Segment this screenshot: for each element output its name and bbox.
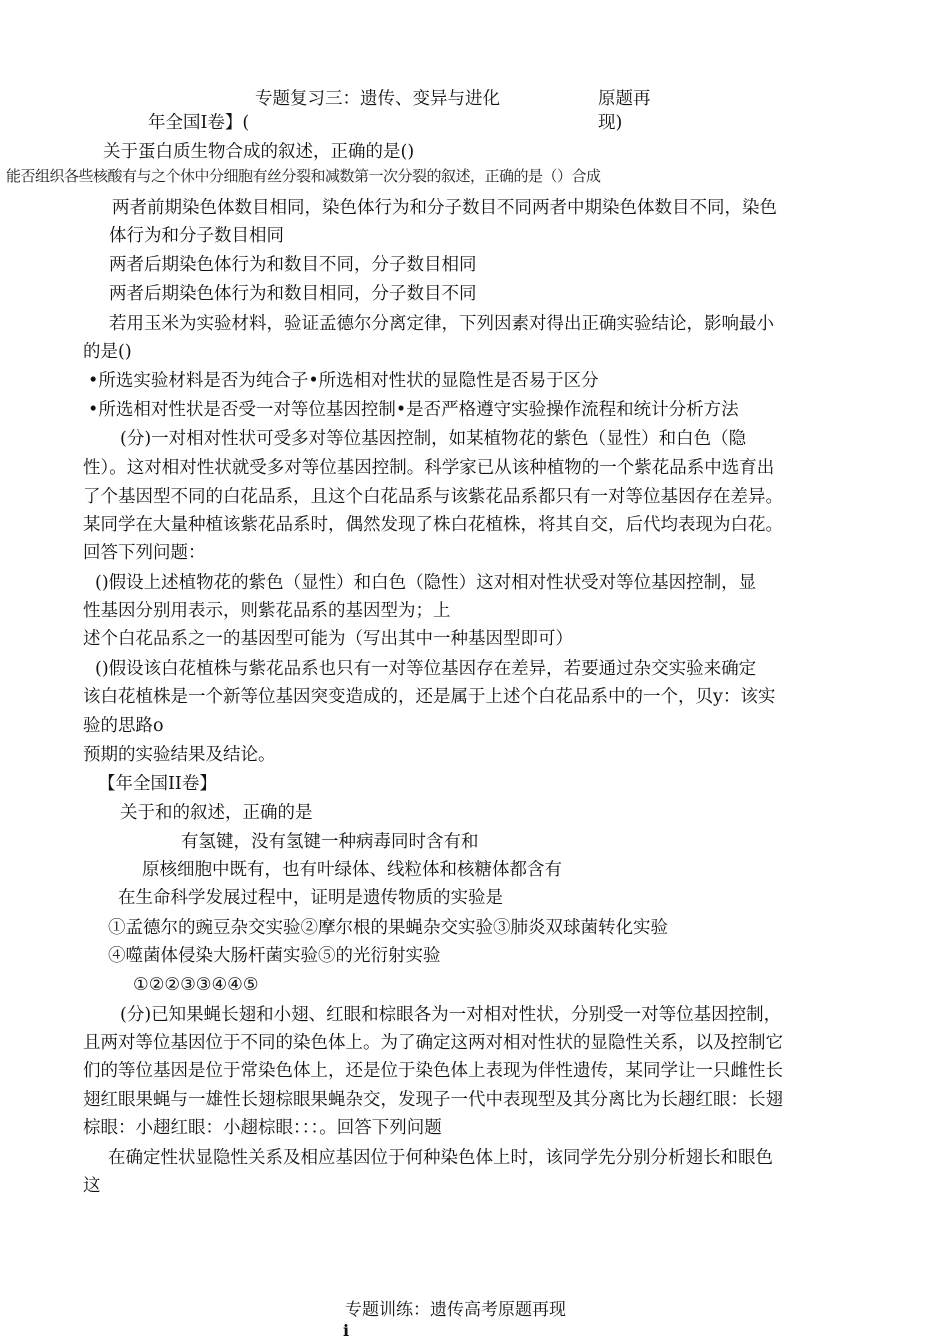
- option-line: 两者前期染色体数目相同，染色体行为和分子数目不同两者中期染色体数目不同，染色: [112, 198, 777, 218]
- question-line: 性基因分别用表示，则紫花品系的基因型为；上: [83, 601, 451, 621]
- header-title-end: 现): [598, 113, 623, 133]
- option-line: 有氢键，没有氢键一种病毒同时含有和: [181, 832, 479, 852]
- page-number: i: [343, 1321, 350, 1340]
- question-line: 且两对等位基因位于不同的染色体上。为了确定这两对相对性状的显隐性关系，以及控制它: [83, 1033, 783, 1053]
- question-line: 某同学在大量种植该紫花品系时，偶然发现了株白花植株，将其自交，后代均表现为白花。: [83, 515, 783, 535]
- question-line: ()假设该白花植株与紫花品系也只有一对等位基因存在差异，若要通过杂交实验来确定: [95, 659, 757, 679]
- question-line: 述个白花品系之一的基因型可能为（写出其中一种基因型即可）: [83, 629, 573, 649]
- header-title-cont: 原题再: [598, 89, 651, 109]
- question-line: 了个基因型不同的白花品系，且这个白花品系与该紫花品系都只有一对等位基因存在差异。: [83, 487, 783, 507]
- question-line: 在确定性状显隐性关系及相应基因位于何种染色体上时，该同学先分别分析翅长和眼色: [108, 1148, 773, 1168]
- question-line: ()假设上述植物花的紫色（显性）和白色（隐性）这对相对性状受对等位基因控制，显: [95, 573, 757, 593]
- option-line: 体行为和分子数目相同: [109, 226, 284, 246]
- question-line: 在生命科学发展过程中，证明是遗传物质的实验是: [118, 888, 503, 908]
- question-line: 这: [83, 1176, 101, 1196]
- question-line: 的是(): [83, 342, 132, 362]
- section-heading: 【年全国II卷】: [98, 774, 217, 794]
- option-line: ①②②③③④④⑤: [133, 975, 259, 995]
- option-line: ④噬菌体侵染大肠杆菌实验⑤的光衍射实验: [108, 946, 441, 966]
- question-line: 预期的实验结果及结论。: [83, 745, 276, 765]
- question-line: 若用玉米为实验材料，验证孟德尔分离定律，下列因素对得出正确实验结论，影响最小: [109, 314, 774, 334]
- question-line: 性）。这对相对性状就受多对等位基因控制。科学家已从该种植物的一个紫花品系中选育出: [83, 458, 775, 478]
- header-title: 专题复习三：遗传、变异与进化: [255, 89, 500, 109]
- question-line: 棕眼：小趐红眼：小趐棕眼：：：。回答下列问题: [83, 1118, 442, 1138]
- option-line: 两者后期染色体行为和数目相同，分子数目不同: [109, 284, 477, 304]
- question-line: 该白花植株是一个新等位基因突变造成的，还是属于上述个白花品系中的一个，贝y：该实: [83, 687, 776, 707]
- header-exam-label: 年全国Ⅰ卷】(: [148, 113, 250, 133]
- question-line: 关于和的叙述，正确的是: [120, 803, 313, 823]
- option-line: ①孟德尔的豌豆杂交实验②摩尔根的果蝇杂交实验③肺炎双球菌转化实验: [108, 918, 668, 938]
- question-line: 回答下列问题：: [83, 543, 206, 563]
- question-line: 关于蛋白质生物合成的叙述，正确的是(): [103, 142, 415, 162]
- question-line: 们的等位基因是位于常染色体上，还是位于染色体上表现为伴性遗传，某同学让一只雌性长: [83, 1061, 783, 1081]
- option-line: 两者后期染色体行为和数目不同，分子数目相同: [109, 255, 477, 275]
- question-line: (分)已知果蝇长翅和小翅、红眼和棕眼各为一对相对性状，分别受一对等位基因控制，: [120, 1005, 782, 1025]
- option-line: 原核细胞中既有，也有叶绿体、线粒体和核糖体都含有: [142, 860, 562, 880]
- page-footer: 专题训练：遗传高考原题再现: [345, 1300, 566, 1320]
- question-line: (分)一对相对性状可受多对等位基因控制，如某植物花的紫色（显性）和白色（隐: [120, 429, 747, 449]
- question-line: 验的思路o: [83, 716, 164, 736]
- option-line: •所选相对性状是否受一对等位基因控制•是否严格遵守实验操作流程和统计分析方法: [88, 400, 739, 420]
- overlapping-question-line: 能否组织各些核酸有与之个休中分细胞有丝分裂和减数第一次分裂的叙述，正确的是（）合成: [6, 167, 601, 185]
- option-line: •所选实验材料是否为纯合子•所选相对性状的显隐性是否易于区分: [88, 371, 599, 391]
- question-line: 翅红眼果蝇与一雄性长翅棕眼果蝇杂交，发现子一代中表现型及其分离比为长趐红眼：长翅: [83, 1090, 783, 1110]
